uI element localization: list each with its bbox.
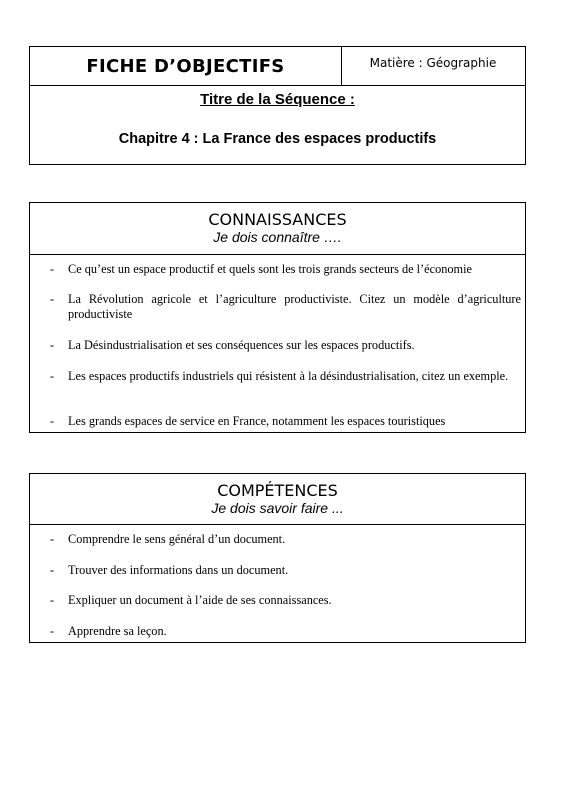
list-item [52, 369, 521, 384]
sequence-title-label: Titre de la Séquence : [200, 91, 355, 108]
knowledge-title: CONNAISSANCES [208, 210, 347, 229]
bullet-dash: - [50, 292, 55, 306]
list-item-text: Trouver des informations dans un document. [68, 563, 289, 577]
header-top-row [30, 47, 525, 86]
list-item [52, 414, 521, 429]
skills-section [29, 473, 526, 643]
list-item-text: Ce qu’est un espace productif et quels sont les trois grands secteurs de l’économie [68, 262, 472, 276]
list-item-text: La Révolution agricole et l’agriculture productiviste. Citez un modèle d’agriculture productiviste [68, 292, 521, 321]
bullet-dash: - [50, 338, 55, 352]
subject-label: Matière : Géographie [369, 56, 497, 70]
list-item-text: Comprendre le sens général d’un document. [68, 532, 286, 546]
list-item-text: Expliquer un document à l’aide de ses connaissances. [68, 593, 332, 607]
knowledge-header [30, 203, 525, 255]
bullet-dash: - [50, 369, 55, 383]
list-item [52, 262, 521, 277]
knowledge-subtitle: Je dois connaître …. [213, 229, 342, 245]
bullet-dash: - [50, 624, 55, 638]
list-item [52, 624, 521, 639]
list-item-text: La Désindustrialisation et ses conséquences sur les espaces productifs. [68, 338, 415, 352]
list-item-text: Les espaces productifs industriels qui résistent à la désindustrialisation, citez un exemple. [68, 369, 509, 383]
list-item [52, 292, 521, 322]
list-item [52, 563, 521, 578]
list-item-text: Les grands espaces de service en France, notamment les espaces touristiques [68, 414, 446, 428]
bullet-dash: - [50, 262, 55, 276]
objectives-header-box [29, 46, 526, 165]
skills-subtitle: Je dois savoir faire ... [211, 500, 344, 516]
bullet-dash: - [50, 532, 55, 546]
list-item [52, 532, 521, 547]
knowledge-section [29, 202, 526, 433]
bullet-dash: - [50, 563, 55, 577]
skills-title: COMPÉTENCES [217, 481, 338, 500]
list-item [52, 593, 521, 608]
bullet-dash: - [50, 593, 55, 607]
list-item [52, 338, 521, 353]
skills-header [30, 474, 525, 525]
list-item-text: Apprendre sa leçon. [68, 624, 167, 638]
bullet-dash: - [50, 414, 55, 428]
sheet-title: FICHE D’OBJECTIFS [30, 47, 342, 85]
chapter-title: Chapitre 4 : La France des espaces productifs [118, 131, 437, 147]
